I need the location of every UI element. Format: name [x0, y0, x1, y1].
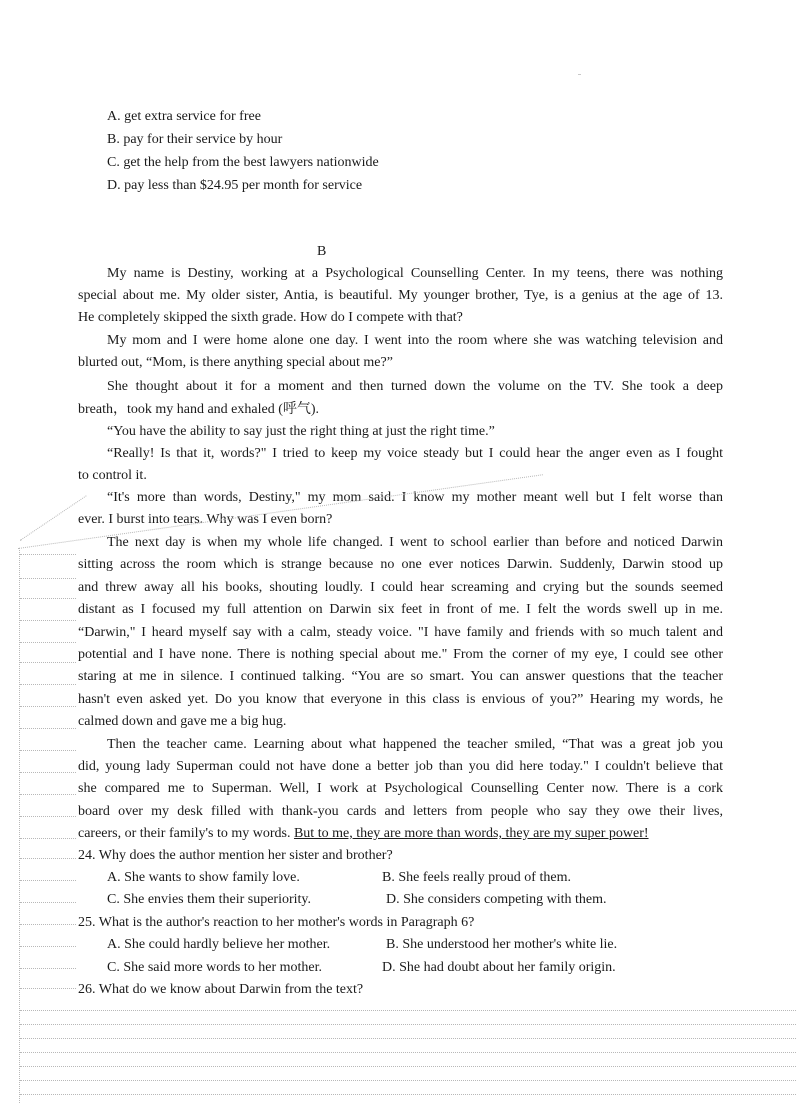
question-stem-26: 26. What do we know about Darwin from the text? [78, 982, 364, 997]
scan-artifact-line [20, 988, 76, 989]
passage-line: “Really! Is that it, words?" I tried to keep my voice steady but I could hear the anger even as I fought [107, 446, 723, 461]
question-stem-24: 24. Why does the author mention her sister and brother? [78, 848, 393, 863]
passage-line: blurted out, “Mom, is there anything special about me?” [78, 355, 393, 370]
passage-line: special about me. My older sister, Antia, is beautiful. My younger brother, Tye, is a genius at the age of 13. [78, 288, 723, 303]
scan-artifact-line [20, 1024, 796, 1025]
scan-artifact-line [20, 642, 76, 643]
underlined-sentence: But to me, they are more than words, they are my super power! [293, 826, 649, 841]
passage-line: My name is Destiny, working at a Psychological Counselling Center. In my teens, there was nothing [107, 266, 723, 281]
prev-option-c: C. get the help from the best lawyers nationwide [107, 155, 379, 170]
passage-line: potential and I have none. There is nothing special about me." From the corner of my eye, I could see other [78, 647, 723, 662]
passage-line: she compared me to Superman. Well, I work at Psychological Counselling Center now. There is a cork [78, 781, 723, 796]
scan-artifact-line [20, 578, 76, 579]
scan-artifact-line [20, 620, 76, 621]
scan-artifact-line [20, 728, 76, 729]
scan-artifact-line [20, 684, 76, 685]
scan-artifact-line [20, 598, 76, 599]
passage-line: hasn't even asked yet. Do you know that everyone in this class is envious of you?” Hearing my words, he [78, 692, 723, 707]
passage-line: staring at me in silence. I continued talking. “You are so smart. You can answer questions that the teacher [78, 669, 723, 684]
option-24-d: D. She considers competing with them. [386, 892, 607, 907]
passage-line: He completely skipped the sixth grade. How do I compete with that? [78, 310, 463, 325]
scan-artifact-line [20, 750, 76, 751]
passage-line: board over my desk filled with thank-you cards and letters from people who say they owe their lives, [78, 804, 723, 819]
passage-line: “It's more than words, Destiny," my mom said. I know my mother meant well but I felt worse than [107, 490, 723, 505]
passage-line: The next day is when my whole life changed. I went to school earlier than before and noticed Darwin [107, 535, 723, 550]
passage-line: and threw away all his books, shouting loudly. I could hear screaming and crying but the sounds seemed [78, 580, 723, 595]
option-25-c: C. She said more words to her mother. [107, 960, 323, 975]
option-24-a: A. She wants to show family love. [107, 870, 300, 885]
passage-last-line [78, 827, 649, 841]
passage-line: She thought about it for a moment and then turned down the volume on the TV. She took a deep [107, 379, 723, 394]
passage-line: Then the teacher came. Learning about what happened the teacher smiled, “That was a great job you [107, 737, 723, 752]
scan-artifact-line [20, 1080, 796, 1081]
scan-artifact-line [20, 1066, 796, 1067]
scan-artifact-line [20, 1052, 796, 1053]
scan-artifact-line [20, 1094, 796, 1095]
scan-artifact-line [20, 1010, 796, 1011]
scan-artifact-line [20, 1038, 796, 1039]
scan-artifact-line [20, 816, 76, 817]
passage-line: “You have the ability to say just the right thing at just the right time.” [107, 424, 495, 439]
scan-artifact-line [20, 946, 76, 947]
scan-artifact-line [20, 880, 76, 881]
option-25-b: B. She understood her mother's white lie. [386, 937, 618, 952]
scan-artifact-line [20, 968, 76, 969]
passage-line-text: careers, or their family's to my words. [78, 826, 294, 841]
option-25-a: A. She could hardly believe her mother. [107, 937, 331, 952]
passage-line: sitting across the room which is strange because no one ever notices Darwin. Suddenly, Darwin stood up [78, 557, 723, 572]
passage-line: ever. I burst into tears. Why was I even born? [78, 512, 333, 527]
passage-line: My mom and I were home alone one day. I went into the room where she was watching television and [107, 333, 723, 348]
scan-mark [578, 74, 581, 75]
option-25-d: D. She had doubt about her family origin. [382, 960, 616, 975]
scan-artifact-line [20, 858, 76, 859]
scan-artifact-line [20, 772, 76, 773]
scan-artifact-line [20, 495, 87, 541]
option-24-c: C. She envies them their superiority. [107, 892, 311, 907]
scan-artifact-line [20, 924, 76, 925]
passage-line: did, young lady Superman could not have done a better job than you did here today." I couldn't believe that [78, 759, 723, 774]
scan-artifact-line [20, 662, 76, 663]
scan-artifact-line [20, 554, 76, 555]
passage-line: breath，took my hand and exhaled (呼气). [78, 402, 320, 417]
passage-line: calmed down and gave me a big hug. [78, 714, 287, 729]
question-stem-25: 25. What is the author's reaction to her mother's words in Paragraph 6? [78, 915, 475, 930]
section-label: B [317, 244, 327, 259]
scan-artifact-line [20, 838, 76, 839]
passage-line: “Darwin," I heard myself say with a calm, steady voice. "I have family and friends with so much talent and [78, 625, 723, 640]
scan-artifact-line [20, 902, 76, 903]
scan-artifact-line [20, 794, 76, 795]
passage-line: distant as I focused my full attention on Darwin six feet in front of me. I felt the words swell up in me. [78, 602, 723, 617]
scan-artifact-line [19, 548, 20, 1103]
passage-line: to control it. [78, 468, 147, 483]
scan-artifact-line [20, 706, 76, 707]
prev-option-b: B. pay for their service by hour [107, 132, 283, 147]
prev-option-a: A. get extra service for free [107, 109, 261, 124]
prev-option-d: D. pay less than $24.95 per month for service [107, 178, 363, 193]
option-24-b: B. She feels really proud of them. [382, 870, 571, 885]
